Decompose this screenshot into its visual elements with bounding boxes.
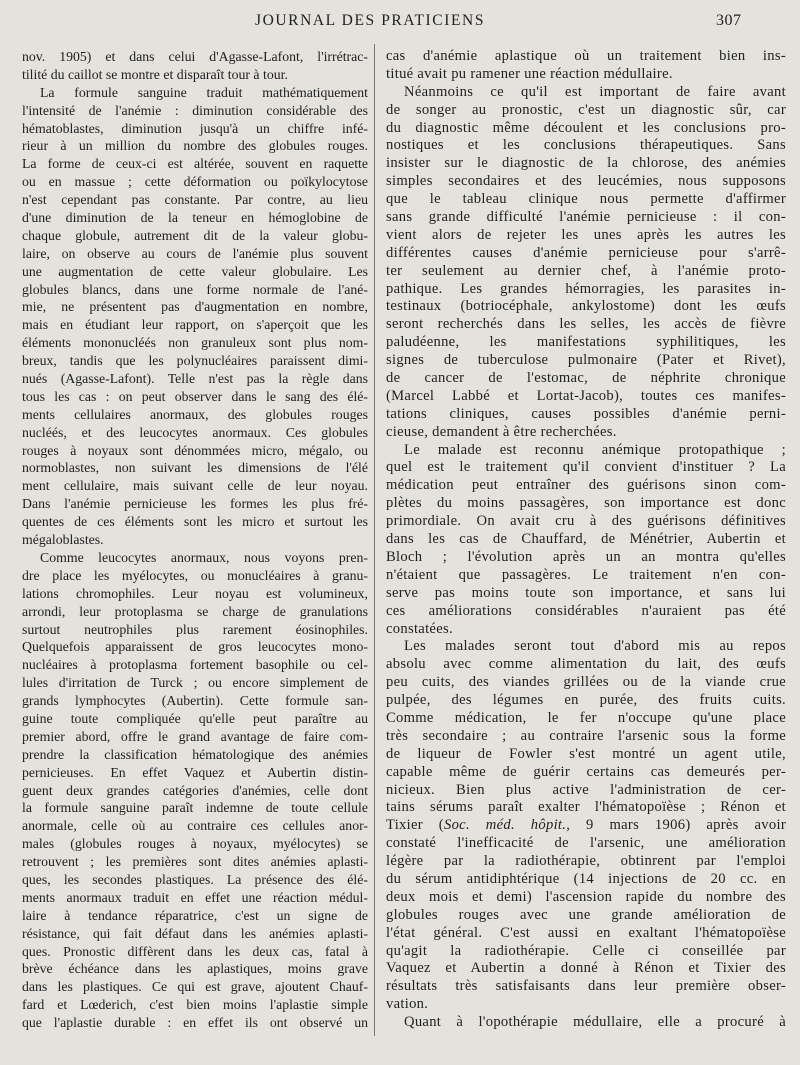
text-line: seront recherchés dans les selles, les accès de fièvre xyxy=(386,316,786,333)
text-line: breux, tandis que les polynucléaires paraissent dimi- xyxy=(22,353,368,369)
page-number: 307 xyxy=(716,12,742,29)
text-line: différentes causes d'anémie pernicieuse pour s'arrê- xyxy=(386,244,786,261)
text-line: quel est le traitement qu'il convient d'instituer ? La xyxy=(386,459,786,476)
text-line: simples secondaires et des leucémies, nous supposons xyxy=(386,173,786,190)
text-line: surtout neutrophiles plus rarement éosinophiles. xyxy=(22,621,368,637)
text-line: très secondaire ; au contraire l'arsenic sous la forme xyxy=(386,727,786,744)
text-line: la formule sanguine paraît indemne de toute cellule xyxy=(22,800,368,816)
text-line: lules d'irritation de Turck ; ou encore simplement de xyxy=(22,675,368,691)
text-line: pernicieuses. En effet Vaquez et Aubertin distin- xyxy=(22,764,368,780)
text-line: rieur à un million du nombre des globules rouges. xyxy=(22,138,368,154)
text-line: de liqueur de Fowler s'est montré un agent utile, xyxy=(386,745,786,762)
text-line: fard et Lœderich, c'est bien moins l'aplastie simple xyxy=(22,997,368,1013)
text-line: n'est cependant pas constante. Par contre, au lieu xyxy=(22,192,368,208)
text-line: que le tableau clinique nous permette d'affirmer xyxy=(386,191,786,208)
text-line: l'état général. C'est aussi en exaltant l'hématopoïèse xyxy=(386,924,786,941)
text-line: guent deux grandes catégories d'anémies, celle dont xyxy=(22,782,368,798)
text-line: vation. xyxy=(386,996,429,1013)
right-column xyxy=(386,48,786,1032)
text-line: brève échéance dans les aplastiques, moins grave xyxy=(22,961,368,977)
left-column xyxy=(22,48,368,1032)
text-line: capable même de guérir certains cas demeurés per- xyxy=(386,763,786,780)
text-line: globules blancs, dans une forme normale de l'ané- xyxy=(22,281,368,297)
text-line: normoblastes, non suivant les dimensions de l'élé xyxy=(22,460,368,476)
text-line: Le malade est reconnu anémique protopathique ; xyxy=(404,441,786,458)
text-line: Comme leucocytes anormaux, nous voyons pren- xyxy=(40,549,368,565)
text-line: tains sérums paraît exalter l'hématopoïèse ; Rénon et xyxy=(386,799,786,816)
text-line: n'étaient que passagères. Le traitement n'en con- xyxy=(386,566,786,583)
paragraph xyxy=(386,1014,786,1032)
text-line: Quant à l'opothérapie médullaire, elle a procuré à xyxy=(404,1014,786,1031)
text-line: éléments mononucléés non granuleux sont plus nom- xyxy=(22,335,368,351)
text-line: ques, les secondes plastiques. La présence des élé- xyxy=(22,871,368,887)
text-line: que l'aplastie durable : en effet ils ont observé un xyxy=(22,1015,368,1031)
text-line: l'intensité de l'anémie : diminution considérable des xyxy=(22,102,368,118)
text-line: vient alors de rejeter les unes après les autres les xyxy=(386,226,786,243)
text-line: nucléés, et des leucocytes anormaux. Ces globules xyxy=(22,424,368,440)
text-line: plètes du moins passagères, son importance est donc xyxy=(386,495,786,512)
text-line: de cancer de l'estomac, de néphrite chronique xyxy=(386,370,786,387)
text-line: tilité du caillot se montre et disparaît tour à tour. xyxy=(22,66,288,82)
text-line: hématoblastes, diminution jusqu'à un chiffre infé- xyxy=(22,120,368,136)
text-line: laire à tendance réparatrice, c'est un signe de xyxy=(22,907,368,923)
text-line: quentes de ces éléments sont les micro et surtout les xyxy=(22,514,368,530)
running-head-title: JOURNAL DES PRATICIENS xyxy=(254,12,486,29)
text-line: ter seulement au dernier chef, à l'anémie proto- xyxy=(386,262,786,279)
text-line xyxy=(386,817,786,835)
text-line: peu cuits, des viandes grillées ou de la viande crue xyxy=(386,674,786,691)
text-line: nov. 1905) et dans celui d'Agasse-Lafont, l'irrétrac- xyxy=(22,49,368,64)
text-line: ments cellulaires anormaux, des globules rouges xyxy=(22,406,368,422)
text-line: nucléaires à protoplasma fortement basophile ou cel- xyxy=(22,657,368,673)
text-line: tations cliniques, causes possibles d'anémie perni- xyxy=(386,405,786,422)
paragraph xyxy=(386,48,786,84)
paragraph xyxy=(386,638,786,1014)
text-line: médication peut entraîner des guérisons sinon com- xyxy=(386,477,786,494)
text-line: rouges à noyaux sont dénommées micro, mégalo, ou xyxy=(22,442,368,458)
text-line: guine toute compliquée qu'elle peut paraître au xyxy=(22,710,368,726)
text-line: résistance, qui fait défaut dans les anémies aplasti- xyxy=(22,925,368,941)
text-line: (Marcel Labbé et Lortat-Jacob), toutes ces manifes- xyxy=(386,387,786,404)
text-line: du diagnostic même découlent et les conclusions pro- xyxy=(386,119,786,136)
text-line: prendre la classification hématologique des anémies xyxy=(22,746,368,762)
text-line: serve pas moins toute son importance, et sans lui xyxy=(386,584,786,601)
text-line: La formule sanguine traduit mathématiquement xyxy=(40,84,368,100)
column-rule xyxy=(374,44,375,1036)
text-segment: Tixier ( xyxy=(386,817,444,834)
paragraph xyxy=(386,84,786,442)
text-line: mie, ne présentent pas d'augmentation en nombre, xyxy=(22,299,368,315)
text-line: dans les cas de Chauffard, de Ménétrier, Aubertin et xyxy=(386,531,786,548)
text-line: titué avait pu ramener une réaction médullaire. xyxy=(386,65,673,82)
text-line: globules rouges avec une grande amélioration de xyxy=(386,906,786,923)
text-line: primordiale. On avait cru à des guérisons définitives xyxy=(386,513,786,530)
text-line: ment cellulaire, mais suivant celle de leur noyau. xyxy=(22,478,368,494)
text-line: Néanmoins ce qu'il est important de faire avant xyxy=(404,83,786,100)
paragraph xyxy=(22,549,368,1032)
text-line: constatées. xyxy=(386,620,453,637)
text-line: chaque globule, autrement dit de la valeur globu- xyxy=(22,227,368,243)
text-line: La forme de ceux-ci est altérée, souvent en raquette xyxy=(22,156,368,172)
text-line: absolu avec comme alimentation du lait, des œufs xyxy=(386,656,786,673)
text-line: une augmentation de cette valeur globulaire. Les xyxy=(22,263,368,279)
text-line: males (globules rouges à noyaux, myélocytes) se xyxy=(22,836,368,852)
text-line: Comme médication, le fer n'occupe qu'une place xyxy=(386,709,786,726)
text-line: laire, on observe au cours de l'anémie plus souvent xyxy=(22,245,368,261)
text-line: sans grande difficulté l'anémie pernicieuse : il con- xyxy=(386,209,786,226)
text-line: cas d'anémie aplastique où un traitement bien ins- xyxy=(386,48,786,64)
text-line: premier abord, offre le grand avantage de faire com- xyxy=(22,728,368,744)
text-line: paludéenne, les manifestations syphilitiques, les xyxy=(386,334,786,351)
text-line: retrouvent ; les premières sont dites anémies aplasti- xyxy=(22,854,368,870)
text-line: Bloch ; l'évolution après un an montra qu'elles xyxy=(386,548,786,565)
text-line: deux mois et demi) l'ascension rapide du nombre des xyxy=(386,888,786,905)
text-line: grands lymphocytes (Aubertin). Cette formule san- xyxy=(22,693,368,709)
text-line: Vaquez et Aubertin a donné à Rénon et Tixier des xyxy=(386,960,786,977)
text-line: pulpée, des légumes en purée, des fruits cuits. xyxy=(386,692,786,709)
text-segment: , 9 mars 1906) après avoir xyxy=(566,817,786,834)
text-line: tous les cas : on peut observer dans le sang des élé- xyxy=(22,388,368,404)
text-line: Les malades seront tout d'abord mis au repos xyxy=(404,638,786,655)
text-line: lations chromophiles. Leur noyau est volumineux, xyxy=(22,585,368,601)
text-line: du sérum antidiphtérique (14 injections de 20 cc. en xyxy=(386,870,786,887)
text-line: anormale, celle où au contraire ces cellules anor- xyxy=(22,818,368,834)
paragraph xyxy=(22,84,368,549)
text-line: qu'agit la radiothérapie. Celle ci conseillée par xyxy=(386,942,786,959)
text-line: pathique. Les grandes hémorragies, les parasites in- xyxy=(386,280,786,297)
text-line: ments anormaux traduit en effet une réaction médul- xyxy=(22,889,368,905)
text-line: mégaloblastes. xyxy=(22,532,104,548)
text-line: nués (Agasse-Lafont). Telle n'est pas la règle dans xyxy=(22,371,368,387)
text-line: dans les plastiques. Ce qui est grave, ajoutent Chauf- xyxy=(22,979,368,995)
text-line: nostiques et les conclusions thérapeutiques. Sans xyxy=(386,137,786,154)
paragraph xyxy=(386,442,786,639)
text-line: dre place les myélocytes, ou monucléaires à granu- xyxy=(22,567,368,583)
text-line: légère par la radiothérapie, obtinrent par l'emploi xyxy=(386,853,786,870)
text-line: ces améliorations considérables n'auraient pas été xyxy=(386,602,786,619)
text-line: de songer au pronostic, c'est un diagnostic sûr, car xyxy=(386,101,786,118)
italic-citation: Soc. méd. hôpit. xyxy=(443,817,567,834)
text-line: constaté l'inefficacité de l'arsenic, une amélioration xyxy=(386,835,786,852)
text-line: Quelquefois apparaissent de gros leucocytes mono- xyxy=(22,639,368,655)
text-line: Dans l'anémie pernicieuse les formes les plus fré- xyxy=(22,496,368,512)
text-line: arrondi, leur protoplasma se charge de granulations xyxy=(22,603,368,619)
text-line: cieuse, demandent à être recherchées. xyxy=(386,423,617,440)
text-line: testinaux (botriocéphale, ankylostome) dont les œufs xyxy=(386,298,786,315)
text-line: d'une diminution de la teneur en hémoglobine de xyxy=(22,210,368,226)
text-line: nicieux. Bien plus active l'administration de cer- xyxy=(386,781,786,798)
text-line: résultats très satisfaisants dans leur première obser- xyxy=(386,978,786,995)
text-line: signes de tuberculose pulmonaire (Pater et Rivet), xyxy=(386,352,786,369)
text-line: ou en massue ; cette déformation ou poïkylocytose xyxy=(22,174,368,190)
text-line: insister sur le diagnostic de la chlorose, des anémies xyxy=(386,155,786,172)
text-line: ques. Pronostic diffèrent dans les deux cas, fatal à xyxy=(22,943,368,959)
text-line: mais en étudiant leur rapport, on s'aperçoit que les xyxy=(22,317,368,333)
paragraph xyxy=(22,48,368,84)
